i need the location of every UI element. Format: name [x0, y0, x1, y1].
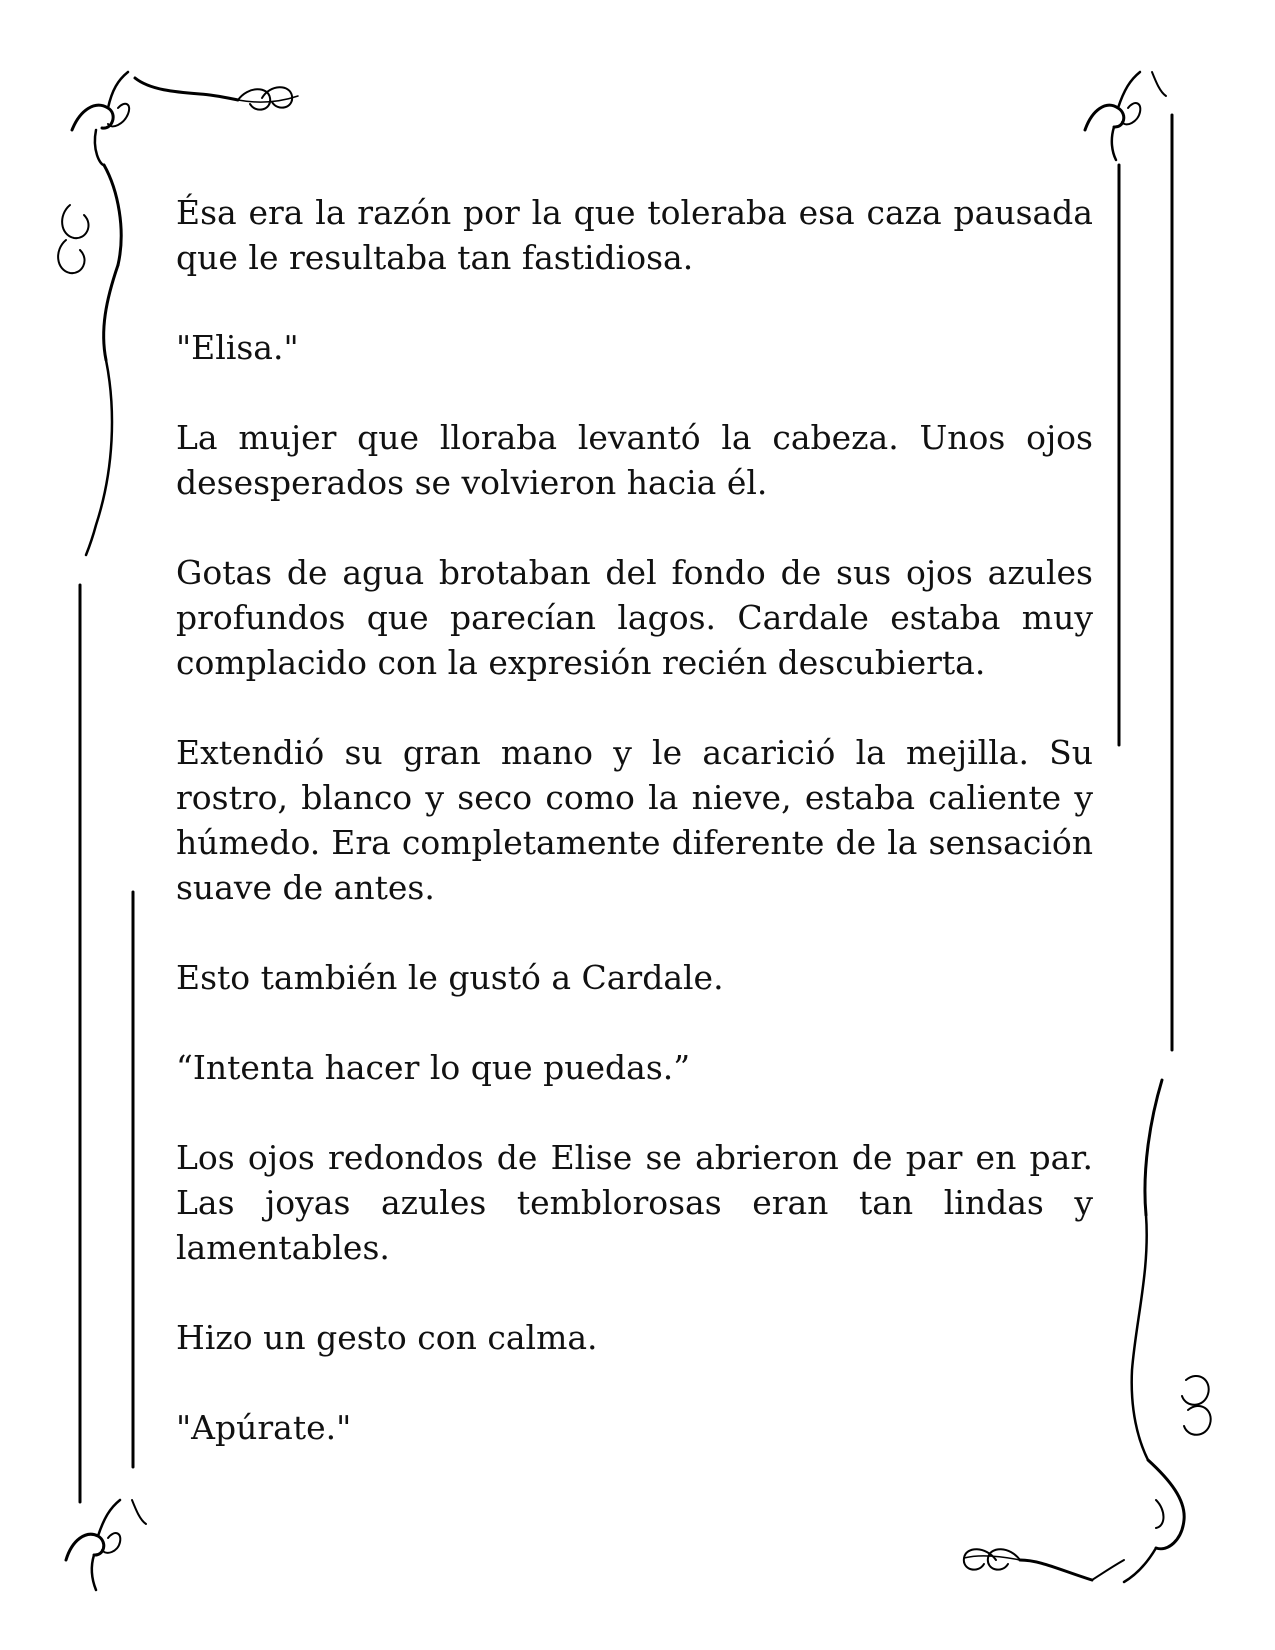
flourish-top-right-icon	[1085, 72, 1166, 160]
flourish-bottom-left-icon	[66, 1500, 146, 1590]
paragraph: La mujer que lloraba levantó la cabeza. Unos ojos desesperados se volvieron hacia él.	[176, 418, 1093, 502]
paragraph: Ésa era la razón por la que toleraba esa caza pausada que le resultaba tan fastidiosa.	[176, 193, 1093, 277]
paragraph: Gotas de agua brotaban del fondo de sus ojos azules profundos que parecían lagos. Cardale estaba muy complacido con la expresión recién descubierta.	[176, 553, 1093, 682]
paragraph: Hizo un gesto con calma.	[176, 1318, 598, 1357]
paragraph: "Apúrate."	[176, 1408, 352, 1447]
paragraph: Extendió su gran mano y le acarició la mejilla. Su rostro, blanco y seco como la nieve, estaba caliente y húmedo. Era completamente diferente de la sensación suave de antes.	[176, 733, 1093, 907]
story-text	[176, 190, 1093, 1450]
paragraph: Esto también le gustó a Cardale.	[176, 958, 724, 997]
paragraph: “Intenta hacer lo que puedas.”	[176, 1048, 691, 1087]
paragraph: Los ojos redondos de Elise se abrieron de par en par. Las joyas azules temblorosas eran tan lindas y lamentables.	[176, 1138, 1093, 1267]
paragraph: "Elisa."	[176, 328, 299, 367]
